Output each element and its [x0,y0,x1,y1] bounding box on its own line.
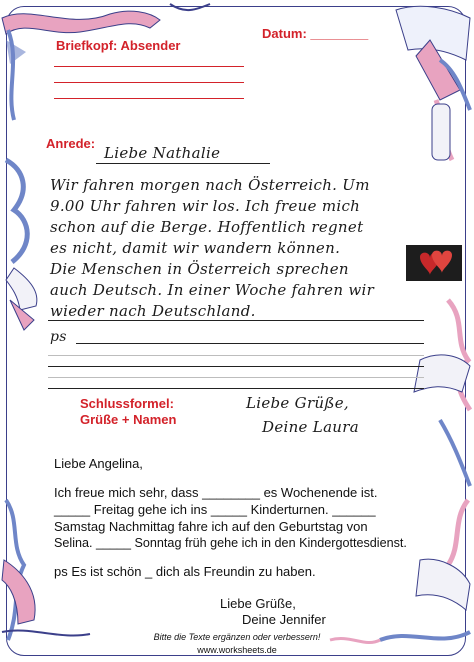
body-line-3: schon auf die Berge. Hoffentlich regnet [50,218,364,236]
scroll-ribbon-top-right [396,6,470,160]
anrede-line [96,163,270,164]
body-line-2: 9.00 Uhr fahren wir los. Ich freue mich [50,197,361,215]
anrede-label: Anrede: [46,136,96,151]
ps-label: ps [50,329,67,345]
anrede-value: Liebe Nathalie [104,144,221,162]
scroll-ribbon-left [6,160,37,330]
absender-line-2[interactable] [54,82,244,83]
datum-label: Datum: ________ [262,26,369,41]
body-baseline [48,320,424,321]
absender-line-1[interactable] [54,66,244,67]
exercise-closing-name: Deine Jennifer [242,612,326,627]
exercise-greeting: Liebe Angelina, [54,456,143,471]
footer-url[interactable]: www.worksheets.de [197,645,277,655]
body-line-1: Wir fahren morgen nach Österreich. Um [50,176,370,194]
exercise-line-2: _____ Freitag gehe ich ins _____ Kinderturnen. ______ [54,502,376,517]
ps-guide-2 [48,377,424,378]
closing-name: Deine Laura [262,418,359,436]
scroll-ribbon-top-left [2,4,210,120]
briefkopf-label: Briefkopf: Absender [56,38,181,53]
closing-greeting: Liebe Grüße, [246,394,349,412]
exercise-line-1: Ich freue mich sehr, dass ________ es Wochenende ist. [54,485,378,500]
ps-line-3[interactable] [48,388,424,389]
absender-line-3[interactable] [54,98,244,99]
exercise-line-3: Samstag Nachmittag fahre ich auf den Geburtstag von [54,519,368,534]
footer-instruction: Bitte die Texte ergänzen oder verbessern! [153,632,321,642]
gruesse-namen-label: Grüße + Namen [80,412,177,427]
exercise-line-4: Selina. _____ Sonntag früh gehe ich in den Kindergottesdienst. [54,536,407,550]
body-line-4: es nicht, damit wir wandern können. [50,239,341,257]
ps-line-1[interactable] [76,343,424,344]
scroll-ribbon-right [414,300,470,486]
hearts-picture [406,245,462,281]
body-line-7: wieder nach Deutschland. [50,302,256,320]
exercise-closing-greeting: Liebe Grüße, [220,596,296,611]
ps-line-2[interactable] [48,366,424,367]
body-line-5: Die Menschen in Österreich sprechen [50,260,349,278]
ps-guide-1 [48,355,424,356]
body-line-6: auch Deutsch. In einer Woche fahren wir [50,281,375,299]
exercise-ps-line: ps Es ist schön _ dich als Freundin zu haben. [54,564,316,579]
schlussformel-label: Schlussformel: [80,396,174,411]
